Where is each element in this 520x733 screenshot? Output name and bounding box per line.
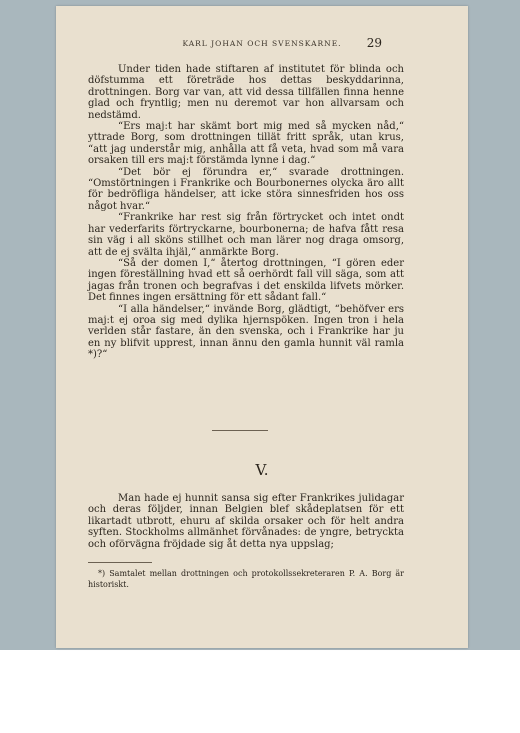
paragraph: “Det bör ej förundra er,“ svarade drottningen. “Omstörtningen i Frankrike och Bourbonernes olycka äro allt för bedröfliga händelser, att icke störa sinnesfriden hos oss något hvar.“ [88,166,404,212]
paragraph: Under tiden hade stiftaren af institutet för blinda och döfstumma ett företräde hos dettas beskyddarinna, drottningen. Borg var van, att vid dessa tillfällen finna henne glad och fryntlig; men nu deremot var hon allvarsam och nedstämd. [88,64,404,121]
body-text-top [88,64,404,361]
page-header [56,36,468,52]
footnote-divider [88,562,152,563]
footnote-text: *) Samtalet mellan drottningen och protokollssekreteraren P. A. Borg är historiskt. [88,569,404,589]
book-page [56,6,468,648]
paragraph: “I alla händelser,“ invände Borg, glädtigt, “behöfver ers maj:t ej oroa sig med dylika hjernspöken. Ingen tron i hela verlden står fastare, än den svenska, och i Frankrike har ju en ny blifvit upprest, innan ännu den gamla hunnit väl ramla *)?“ [88,303,404,361]
paragraph: “Så der domen I,“ återtog drottningen, “I gören eder ingen föreställning hvad ett så oerhördt fall vill säga, som att jagas från tronen och begrafvas i det enskilda lifvets mörker. Det finnes ingen ersättning för ett sådant fall.“ [88,257,404,304]
paragraph: “Ers maj:t har skämt bort mig med så mycken nåd,“ yttrade Borg, som drottningen tillät fritt språk, utan krus, “att jag understår mig, anhålla att få veta, hvad som må vara orsaken till ers maj:t förstämda lynne i dag.“ [88,121,404,167]
section-divider [212,430,268,431]
body-text-bottom [88,493,404,550]
running-head: KARL JOHAN OCH SVENSKARNE. [182,39,342,48]
chapter-heading: V. [255,461,269,479]
footnote [88,569,404,590]
paragraph: “Frankrike har rest sig från förtrycket och intet ondt har vederfarits förtryckarne, bourbonerna; de hafva fått resa sin väg i all sköns stillhet och man lärer nog draga omsorg, att de ej svälta ihjäl,“ anmärkte Borg. [88,212,404,258]
paragraph: Man hade ej hunnit sansa sig efter Frankrikes julidagar och deras följder, innan Belgien blef skådeplatsen för ett likartadt utbrott, ehuru af skilda orsaker och för helt andra syften. Stockholms allmänhet förvånades: de yngre, betryckta och oförvägna fröjdade sig åt detta nya uppslag; [88,493,404,550]
page-number: 29 [366,36,382,50]
